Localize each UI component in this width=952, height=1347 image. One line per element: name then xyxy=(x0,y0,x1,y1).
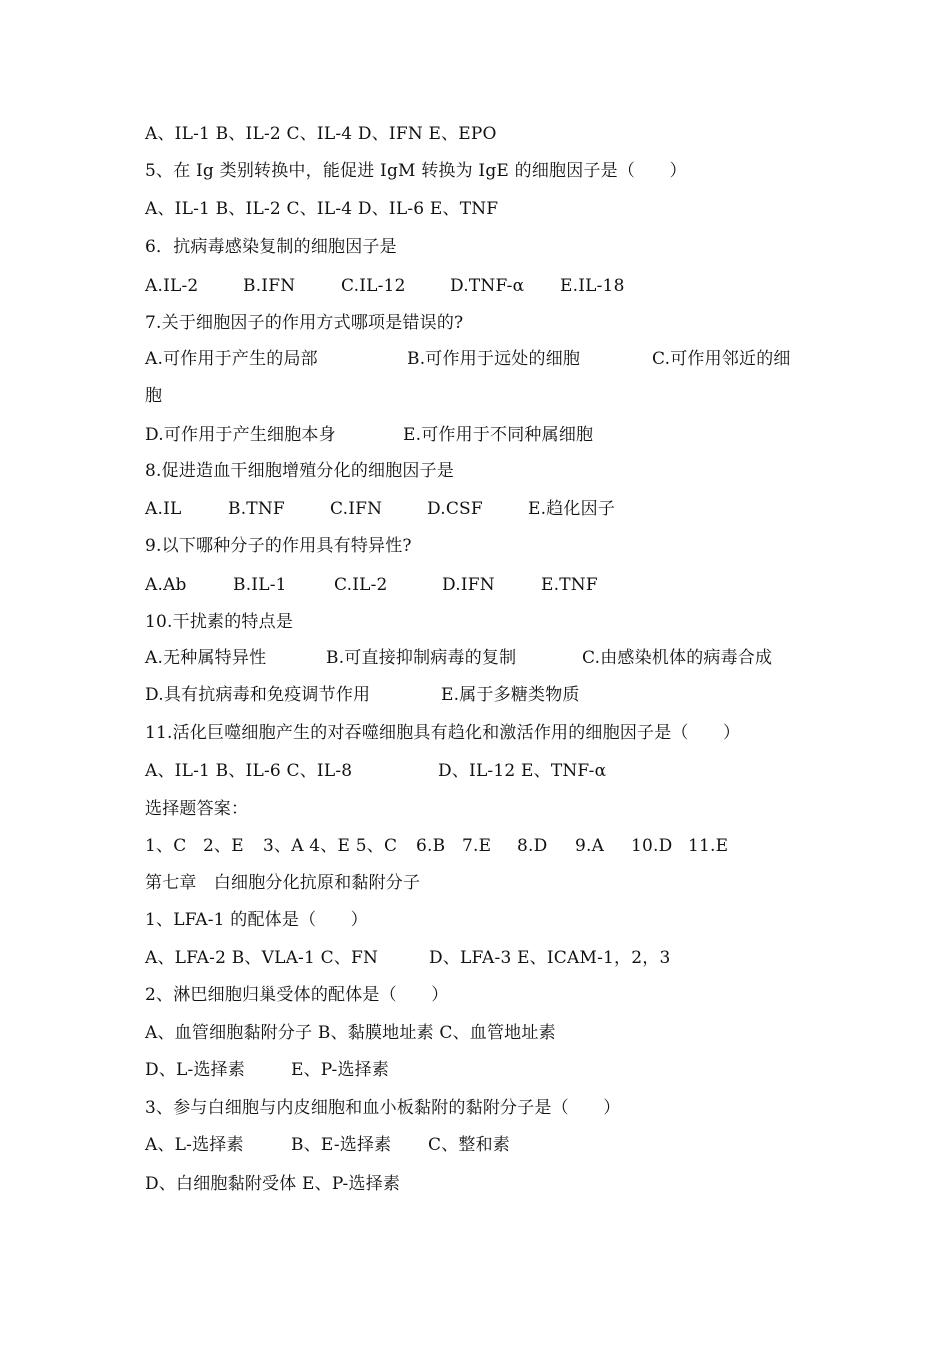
answer: 2、E xyxy=(203,836,244,856)
option: D.CSF xyxy=(427,499,483,519)
answer: 8.D xyxy=(517,836,548,856)
option: C.由感染机体的病毒合成 xyxy=(582,648,773,668)
option: B.可作用于远处的细胞 xyxy=(407,349,581,369)
options-line: A、血管细胞黏附分子 B、黏膜地址素 C、血管地址素 xyxy=(145,1023,556,1043)
option: C.IFN xyxy=(330,499,383,519)
option: D.具有抗病毒和免疫调节作用 xyxy=(145,685,371,705)
option: D.TNF-α xyxy=(450,276,525,296)
option: C.IL-12 xyxy=(341,276,406,296)
option: B.IL-1 xyxy=(233,575,287,595)
question-ch7-3: 3、参与白细胞与内皮细胞和血小板黏附的黏附分子是（ ） xyxy=(145,1098,621,1118)
option: E.趋化因子 xyxy=(528,499,616,519)
question-5: 5、在 Ig 类别转换中，能促进 IgM 转换为 IgE 的细胞因子是（ ） xyxy=(145,161,687,181)
option: B.TNF xyxy=(228,499,285,519)
option: A、L-选择素 xyxy=(145,1135,244,1155)
options-line: A、IL-1 B、IL-2 C、IL-4 D、IFN E、EPO xyxy=(145,124,497,144)
option: C、整和素 xyxy=(428,1135,511,1155)
option: E、P-选择素 xyxy=(291,1060,390,1080)
option: C.可作用邻近的细 xyxy=(652,349,791,369)
option: D、IL-12 E、TNF-α xyxy=(438,761,607,781)
option: D、LFA-3 E、ICAM-1，2，3 xyxy=(429,948,671,968)
option: A.Ab xyxy=(145,575,187,595)
answer: 7.E xyxy=(462,836,492,856)
option: B.可直接抑制病毒的复制 xyxy=(326,648,517,668)
option: A.IL-2 xyxy=(145,276,199,296)
option: A、IL-1 B、IL-6 C、IL-8 xyxy=(145,761,353,781)
answer: 11.E xyxy=(688,836,729,856)
option: C.IL-2 xyxy=(334,575,388,595)
option: D.可作用于产生细胞本身 xyxy=(145,425,336,445)
option: D.IFN xyxy=(442,575,495,595)
option: A.无种属特异性 xyxy=(145,648,267,668)
question-10: 10.干扰素的特点是 xyxy=(145,612,294,632)
option: E.TNF xyxy=(541,575,598,595)
continuation-text: 胞 xyxy=(145,386,163,406)
question-ch7-1: 1、LFA-1 的配体是（ ） xyxy=(145,910,368,930)
answers-heading: 选择题答案： xyxy=(145,799,249,819)
question-11: 11.活化巨噬细胞产生的对吞噬细胞具有趋化和激活作用的细胞因子是（ ） xyxy=(145,723,741,743)
question-8: 8.促进造血干细胞增殖分化的细胞因子是 xyxy=(145,461,455,481)
option: E.属于多糖类物质 xyxy=(441,685,580,705)
answer: 6.B xyxy=(416,836,446,856)
option: D、L-选择素 xyxy=(145,1060,246,1080)
option: A.IL xyxy=(145,499,182,519)
question-9: 9.以下哪种分子的作用具有特异性? xyxy=(145,536,412,556)
answer: 3、A 4、E 5、C xyxy=(263,836,398,856)
option: A、LFA-2 B、VLA-1 C、FN xyxy=(145,948,379,968)
option: A.可作用于产生的局部 xyxy=(145,349,318,369)
question-6: 6．抗病毒感染复制的细胞因子是 xyxy=(145,237,397,257)
options-line: A、IL-1 B、IL-2 C、IL-4 D、IL-6 E、TNF xyxy=(145,199,499,219)
options-line: D、白细胞黏附受体 E、P-选择素 xyxy=(145,1174,401,1194)
answer: 10.D xyxy=(631,836,673,856)
option: B.IFN xyxy=(243,276,296,296)
option: E.可作用于不同种属细胞 xyxy=(403,425,594,445)
question-7: 7.关于细胞因子的作用方式哪项是错误的? xyxy=(145,313,464,333)
option: B、E-选择素 xyxy=(291,1135,392,1155)
answer: 9.A xyxy=(575,836,605,856)
chapter-title: 第七章 白细胞分化抗原和黏附分子 xyxy=(145,873,421,893)
question-ch7-2: 2、淋巴细胞归巢受体的配体是（ ） xyxy=(145,985,449,1005)
answer: 1、C xyxy=(145,836,187,856)
option: E.IL-18 xyxy=(560,276,625,296)
